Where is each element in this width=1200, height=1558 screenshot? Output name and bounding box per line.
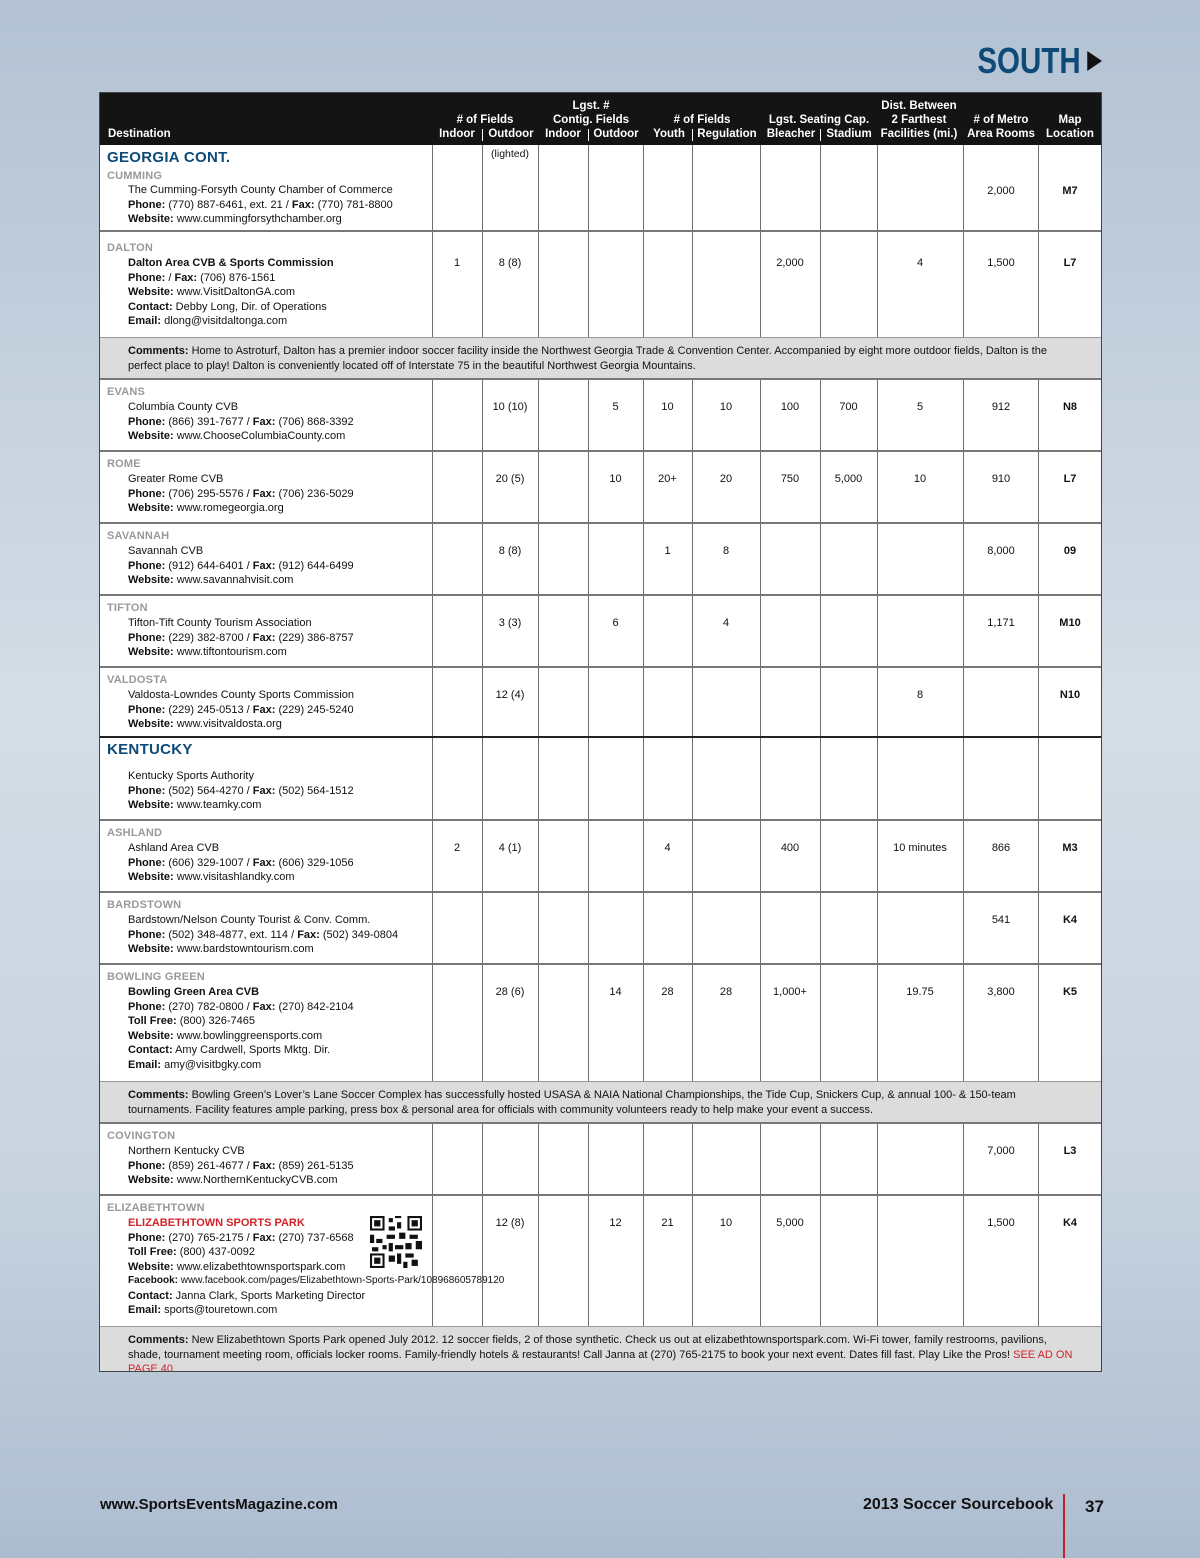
map-value: L7 (1063, 473, 1077, 485)
website-line: Website: www.ChooseColumbiaCounty.com (128, 430, 346, 442)
website-link[interactable]: www.visitvaldosta.org (176, 718, 282, 730)
table-header (100, 93, 1101, 145)
table-row (100, 893, 1101, 965)
website-link[interactable]: www.romegeorgia.org (176, 502, 284, 514)
fields-outdoor-value: 10 (10) (492, 401, 528, 413)
phone-line: Phone: (706) 295-5576 / Fax: (706) 236-5029 (128, 487, 354, 500)
city-name: ELIZABETHTOWN (107, 1202, 205, 1214)
city-name: TIFTON (107, 602, 148, 614)
website-link[interactable]: www.savannahvisit.com (176, 574, 294, 586)
rooms-value: 1,500 (987, 257, 1015, 269)
email-line: Email: dlong@visitdaltonga.com (128, 315, 288, 327)
org-name: Dalton Area CVB & Sports Commission (128, 257, 334, 269)
org-name: The Cumming-Forsyth County Chamber of Commerce (128, 184, 393, 196)
table-row (100, 1124, 1101, 1196)
footer-url[interactable]: www.SportsEventsMagazine.com (100, 1496, 338, 1513)
regulation-value: 10 (719, 401, 733, 413)
header-destination: Destination (108, 128, 171, 140)
map-value: K5 (1062, 986, 1078, 998)
email-link[interactable]: dlong@visitdaltonga.com (164, 315, 288, 327)
header-contig-outdoor: Outdoor (593, 128, 639, 140)
dist-value: 4 (916, 257, 924, 269)
org-info (128, 400, 354, 444)
fields-outdoor-value: 3 (3) (498, 617, 522, 629)
tollfree-line: Toll Free: (800) 437-0092 (128, 1246, 255, 1258)
bleacher-value: 750 (780, 473, 800, 485)
regulation-value: 28 (719, 986, 733, 998)
contact-line: Contact: Debby Long, Dir. of Operations (128, 300, 327, 313)
org-info (128, 616, 354, 660)
map-value: M7 (1062, 185, 1078, 197)
map-value: N8 (1062, 401, 1078, 413)
phone-line: Phone: (502) 564-4270 / Fax: (502) 564-1512 (128, 784, 354, 797)
phone-line: Phone: (912) 644-6401 / Fax: (912) 644-6499 (128, 559, 354, 572)
contig-outdoor-value: 14 (609, 986, 622, 998)
table-row (100, 965, 1101, 1082)
header-contig: Lgst. # Contig. Fields (552, 100, 630, 126)
header-seating: Lgst. Seating Cap. (768, 114, 870, 126)
fields-outdoor-value: 12 (8) (495, 1217, 525, 1229)
city-name: DALTON (107, 242, 154, 254)
fields-outdoor-value: 8 (8) (498, 257, 522, 269)
contig-outdoor-value: 5 (612, 401, 619, 413)
website-link[interactable]: www.cummingforsythchamber.org (176, 213, 342, 225)
rooms-value: 2,000 (987, 185, 1015, 197)
header-divider (482, 129, 483, 141)
lighted-note: (lighted) (491, 148, 529, 160)
website-link[interactable]: www.NorthernKentuckyCVB.com (176, 1174, 338, 1186)
email-link[interactable]: amy@visitbgky.com (164, 1058, 262, 1071)
rooms-value: 1,500 (987, 1217, 1015, 1229)
table-row (100, 596, 1101, 668)
fields-outdoor-value: 8 (8) (498, 545, 522, 557)
regulation-value: 20 (719, 473, 733, 485)
org-name: Bardstown/Nelson County Tourist & Conv. Comm. (128, 914, 371, 926)
map-value: 09 (1063, 545, 1077, 557)
city-name: ROME (107, 458, 141, 470)
org-info (128, 544, 354, 588)
map-value: M3 (1062, 842, 1078, 854)
website-link[interactable]: www.teamky.com (176, 799, 262, 811)
facebook-link[interactable]: www.facebook.com/pages/Elizabethtown-Sports-Park/108968605789120 (180, 1275, 505, 1286)
map-value: L7 (1063, 257, 1077, 269)
header-regulation: Regulation (697, 128, 757, 140)
header-youth: Youth (653, 128, 685, 140)
website-link[interactable]: www.elizabethtownsportspark.com (176, 1260, 346, 1273)
comment-box: Comments: Home to Astroturf, Dalton has a premier indoor soccer facility inside the Northwest Georgia Trade & Convention Center. Accompanied by eight more outdoor fields, Dalton is the perfect place to play! Dalton is conveniently located off of Interstate 75 in the beautiful Northwest Georgia Mountains. (100, 338, 1101, 380)
tollfree-line: Toll Free: (800) 326-7465 (128, 1015, 255, 1027)
phone-line: Phone: (229) 382-8700 / Fax: (229) 386-8757 (128, 631, 354, 644)
contig-outdoor-value: 10 (609, 473, 622, 485)
org-name: Valdosta-Lowndes County Sports Commission (128, 689, 355, 701)
org-name: Ashland Area CVB (128, 842, 220, 854)
rooms-value: 3,800 (987, 986, 1015, 998)
header-divider (820, 129, 821, 141)
comment-text: New Elizabethtown Sports Park opened July 2012. 12 soccer fields, 2 of those synthetic. Check us out at elizabethtownsportspark.com. Wi-Fi tower, family restrooms, pavilions, shade, tournament meeting room, officials locker rooms. Family-friendly hotels & restaurants! Call Janna at (270) 765-2175 to book your next event. Dates fill fast. Play Like the Pros! (128, 1334, 1047, 1361)
table-row (100, 668, 1101, 738)
youth-value: 10 (661, 401, 674, 413)
website-link[interactable]: www.bowlinggreensports.com (176, 1029, 323, 1042)
header-divider (692, 129, 693, 141)
header-dist: Dist. Between 2 Farthest Facilities (mi.) (880, 100, 958, 140)
website-line: Website: www.elizabethtownsportspark.com (128, 1260, 346, 1273)
rooms-value: 910 (991, 473, 1011, 485)
qr-code-icon[interactable] (370, 1216, 422, 1268)
youth-value: 21 (661, 1217, 674, 1229)
website-line: Website: www.tiftontourism.com (128, 646, 287, 658)
header-bleacher: Bleacher (766, 128, 816, 140)
contact-line: Contact: Amy Cardwell, Sports Mktg. Dir. (128, 1044, 331, 1056)
header-fields-indoor: Indoor (439, 128, 475, 140)
destination-table (99, 92, 1102, 1372)
phone-line: Phone: (770) 887-6461, ext. 21 / Fax: (770) 781-8800 (128, 198, 393, 211)
fields-indoor-value: 1 (453, 257, 461, 269)
dist-value: 8 (916, 689, 924, 701)
org-info (128, 472, 354, 516)
phone-line: Phone: (606) 329-1007 / Fax: (606) 329-1056 (128, 856, 354, 869)
table-row (100, 738, 1101, 821)
dist-value: 10 minutes (893, 842, 947, 854)
state-heading-georgia: GEORGIA CONT. (107, 149, 231, 166)
phone-line: Phone: (866) 391-7677 / Fax: (706) 868-3392 (128, 415, 354, 428)
rooms-value: 7,000 (987, 1145, 1015, 1157)
contig-outdoor-value: 12 (609, 1217, 622, 1229)
youth-value: 1 (664, 545, 671, 557)
city-name: ASHLAND (107, 827, 163, 839)
city-name: COVINGTON (107, 1130, 176, 1142)
website-line: Website: www.teamky.com (128, 799, 262, 811)
map-value: K4 (1062, 1217, 1078, 1229)
rooms-value: 866 (991, 842, 1011, 854)
website-link[interactable]: www.ChooseColumbiaCounty.com (176, 430, 346, 442)
header-map: Map Location (1046, 114, 1094, 140)
fields-indoor-value: 2 (453, 842, 461, 854)
website-line: Website: www.romegeorgia.org (128, 502, 284, 514)
phone-line: Phone: (859) 261-4677 / Fax: (859) 261-5135 (128, 1159, 354, 1172)
bleacher-value: 400 (780, 842, 800, 854)
fields-outdoor-value: 12 (4) (495, 689, 525, 701)
email-link[interactable]: sports@touretown.com (164, 1304, 278, 1316)
fields-outdoor-value: 4 (1) (498, 842, 522, 854)
footer-title: 2013 Soccer Sourcebook (863, 1496, 1054, 1513)
header-stadium: Stadium (826, 128, 872, 140)
header-divider (588, 129, 589, 141)
rooms-value: 8,000 (987, 545, 1015, 557)
org-name: ELIZABETHTOWN SPORTS PARK (128, 1217, 305, 1229)
dist-value: 5 (916, 401, 924, 413)
map-value: L3 (1063, 1145, 1077, 1157)
rooms-value: 1,171 (987, 617, 1015, 629)
city-name: SAVANNAH (107, 530, 170, 542)
map-value: K4 (1062, 914, 1078, 926)
map-value: N10 (1059, 689, 1081, 701)
org-name: Savannah CVB (128, 545, 204, 557)
bleacher-value: 2,000 (776, 257, 804, 269)
org-info (128, 183, 393, 227)
website-line: Website: www.bowlinggreensports.com (128, 1029, 323, 1042)
city-name: CUMMING (107, 170, 163, 182)
org-info (128, 913, 398, 957)
section-title: SOUTH (977, 40, 1102, 82)
city-name: BOWLING GREEN (107, 971, 205, 983)
bleacher-value: 100 (780, 401, 800, 413)
city-name: VALDOSTA (107, 674, 168, 686)
footer-divider (1063, 1494, 1065, 1558)
table-row (100, 452, 1101, 524)
contact-line: Contact: Janna Clark, Sports Marketing Director (128, 1289, 366, 1302)
org-info (128, 256, 334, 329)
org-info (128, 841, 354, 885)
org-name: Kentucky Sports Authority (128, 770, 254, 782)
website-line: Website: www.savannahvisit.com (128, 574, 294, 586)
dist-value: 10 (913, 473, 927, 485)
bleacher-value: 1,000+ (773, 986, 807, 998)
arrow-right-icon (1087, 51, 1102, 71)
phone-line: Phone: (270) 765-2175 / Fax: (270) 737-6568 (128, 1231, 354, 1244)
website-link[interactable]: www.tiftontourism.com (176, 646, 287, 658)
org-info (128, 1144, 354, 1188)
org-info (128, 688, 354, 732)
bleacher-value: 5,000 (776, 1217, 804, 1229)
org-info (128, 985, 354, 1072)
stadium-value: 5,000 (834, 473, 863, 485)
comment-box: Comments: New Elizabethtown Sports Park opened July 2012. 12 soccer fields, 2 of those synthetic. Check us out at elizabethtownsportspark.com. Wi-Fi tower, family restrooms, pavilions, shade, tournament meeting room, officials locker rooms. Family-friendly hotels & restaurants! Call Janna at (270) 765-2175 to book your next event. Dates fill fast. Play Like the Pros! SEE AD ON PAGE 40 (100, 1327, 1101, 1372)
facebook-line: Facebook: www.facebook.com/pages/Elizabethtown-Sports-Park/108968605789120 (128, 1275, 505, 1286)
table-row (100, 821, 1101, 893)
city-name: EVANS (107, 386, 146, 398)
website-line: Website: www.cummingforsythchamber.org (128, 213, 342, 225)
header-fields-outdoor: Outdoor (488, 128, 534, 140)
fields-outdoor-value: 20 (5) (495, 473, 525, 485)
header-fields: # of Fields (456, 114, 514, 126)
stadium-value: 700 (839, 401, 858, 413)
org-info (128, 1216, 518, 1318)
website-line: Website: www.visitvaldosta.org (128, 718, 282, 730)
map-value: M10 (1059, 617, 1081, 629)
phone-line: Phone: / Fax: (706) 876-1561 (128, 271, 276, 284)
phone-line: Phone: (502) 348-4877, ext. 114 / Fax: (502) 349-0804 (128, 928, 399, 941)
state-heading-kentucky: KENTUCKY (107, 741, 193, 758)
email-line: Email: sports@touretown.com (128, 1304, 278, 1316)
youth-value: 20+ (658, 473, 677, 485)
email-line: Email: amy@visitbgky.com (128, 1058, 262, 1071)
org-name: Greater Rome CVB (128, 473, 224, 485)
table-row (100, 1196, 1101, 1327)
regulation-value: 8 (722, 545, 730, 557)
phone-line: Phone: (270) 782-0800 / Fax: (270) 842-2104 (128, 1000, 354, 1013)
org-info (128, 769, 354, 813)
see-ad-link[interactable]: SEE AD ON PAGE 40 (128, 1348, 1073, 1372)
comment-text: Home to Astroturf, Dalton has a premier indoor soccer facility inside the Northwest Georgia Trade & Convention Center. Accompanied by eight more outdoor fields, Dalton is the perfect place to play! Dalton is conveniently located off of Interstate 75 in the beautiful Northwest Georgia Mountains. (128, 345, 1047, 372)
website-line: Website: www.bardstowntourism.com (128, 943, 314, 955)
org-name: Columbia County CVB (128, 401, 239, 413)
website-line: Website: www.visitashlandky.com (128, 871, 295, 883)
website-link[interactable]: www.bardstowntourism.com (176, 943, 314, 955)
youth-value: 4 (664, 842, 671, 854)
website-link[interactable]: www.visitashlandky.com (176, 871, 295, 883)
website-line: Website: www.VisitDaltonGA.com (128, 286, 296, 298)
table-row (100, 145, 1101, 232)
dist-value: 19.75 (906, 986, 934, 998)
table-row (100, 524, 1101, 596)
comment-box: Comments: Bowling Green’s Lover’s Lane Soccer Complex has successfully hosted USASA & NAIA National Championships, the Tide Cup, Snickers Cup, & annual 100- & 150-team tournaments. Facility features ample parking, press box & personal area for officials with community volunteers ready to help make your event a success. (100, 1082, 1101, 1124)
website-link[interactable]: www.VisitDaltonGA.com (176, 286, 296, 298)
header-contig-indoor: Indoor (545, 128, 581, 140)
org-name: Bowling Green Area CVB (128, 986, 260, 998)
regulation-value: 4 (722, 617, 730, 629)
contig-outdoor-value: 6 (612, 617, 619, 629)
org-name: Tifton-Tift County Tourism Association (128, 617, 312, 629)
org-name: Northern Kentucky CVB (128, 1145, 245, 1157)
header-rooms: # of Metro Area Rooms (967, 114, 1035, 140)
regulation-value: 10 (719, 1217, 733, 1229)
comment-text: Bowling Green’s Lover’s Lane Soccer Complex has successfully hosted USASA & NAIA National Championships, the Tide Cup, Snickers Cup, & annual 100- & 150-team tournaments. Facility features ample parking, press box & personal area for officials with community volunteers ready to help make your event a success. (128, 1089, 1016, 1116)
rooms-value: 912 (991, 401, 1011, 413)
table-row (100, 232, 1101, 338)
fields-outdoor-value: 28 (6) (495, 986, 525, 998)
youth-value: 28 (661, 986, 674, 998)
website-line: Website: www.NorthernKentuckyCVB.com (128, 1174, 338, 1186)
table-row (100, 380, 1101, 452)
rooms-value: 541 (991, 914, 1011, 926)
phone-line: Phone: (229) 245-0513 / Fax: (229) 245-5240 (128, 703, 354, 716)
city-name: BARDSTOWN (107, 899, 182, 911)
header-fields2: # of Fields (673, 114, 731, 126)
page-number: 37 (1085, 1497, 1104, 1516)
